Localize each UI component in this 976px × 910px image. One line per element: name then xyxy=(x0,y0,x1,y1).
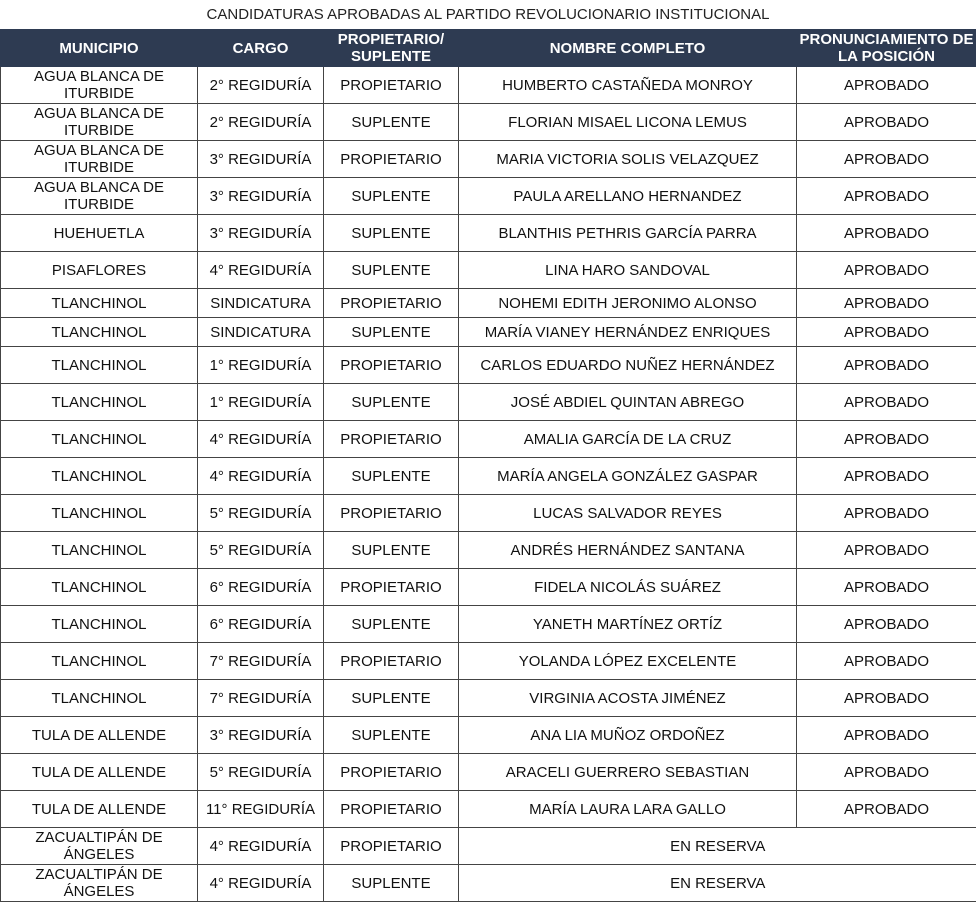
cell-tipo: PROPIETARIO xyxy=(324,289,459,318)
table-row xyxy=(1,495,976,532)
cell-cargo: 5° REGIDURÍA xyxy=(198,754,324,791)
cell-municipio: TLANCHINOL xyxy=(1,680,198,717)
cell-tipo: SUPLENTE xyxy=(324,717,459,754)
cell-nombre: YANETH MARTÍNEZ ORTÍZ xyxy=(459,606,797,643)
cell-tipo: PROPIETARIO xyxy=(324,347,459,384)
table-row xyxy=(1,643,976,680)
cell-tipo: PROPIETARIO xyxy=(324,828,459,865)
cell-municipio: AGUA BLANCA DE ITURBIDE xyxy=(1,141,198,178)
cell-tipo: SUPLENTE xyxy=(324,606,459,643)
cell-nombre: ANDRÉS HERNÁNDEZ SANTANA xyxy=(459,532,797,569)
table-body xyxy=(1,67,976,902)
cell-pronunciamiento: APROBADO xyxy=(797,252,976,289)
cell-nombre: MARÍA ANGELA GONZÁLEZ GASPAR xyxy=(459,458,797,495)
table-row xyxy=(1,717,976,754)
cell-pronunciamiento: APROBADO xyxy=(797,104,976,141)
cell-municipio: TLANCHINOL xyxy=(1,318,198,347)
cell-municipio: TLANCHINOL xyxy=(1,289,198,318)
cell-pronunciamiento: APROBADO xyxy=(797,680,976,717)
cell-municipio: TLANCHINOL xyxy=(1,495,198,532)
table-row xyxy=(1,421,976,458)
cell-nombre: ANA LIA MUÑOZ ORDOÑEZ xyxy=(459,717,797,754)
cell-pronunciamiento: APROBADO xyxy=(797,67,976,104)
table-row xyxy=(1,532,976,569)
cell-tipo: PROPIETARIO xyxy=(324,754,459,791)
cell-cargo: 4° REGIDURÍA xyxy=(198,828,324,865)
cell-tipo: SUPLENTE xyxy=(324,865,459,902)
cell-municipio: TLANCHINOL xyxy=(1,569,198,606)
cell-pronunciamiento: APROBADO xyxy=(797,458,976,495)
cell-municipio: AGUA BLANCA DE ITURBIDE xyxy=(1,104,198,141)
cell-tipo: PROPIETARIO xyxy=(324,421,459,458)
cell-cargo: 3° REGIDURÍA xyxy=(198,178,324,215)
cell-en-reserva: EN RESERVA xyxy=(459,828,976,865)
cell-tipo: SUPLENTE xyxy=(324,680,459,717)
cell-municipio: TLANCHINOL xyxy=(1,421,198,458)
table-row xyxy=(1,252,976,289)
cell-en-reserva: EN RESERVA xyxy=(459,865,976,902)
cell-cargo: SINDICATURA xyxy=(198,289,324,318)
cell-municipio: TULA DE ALLENDE xyxy=(1,754,198,791)
cell-pronunciamiento: APROBADO xyxy=(797,643,976,680)
document-title: CANDIDATURAS APROBADAS AL PARTIDO REVOLUCIONARIO INSTITUCIONAL xyxy=(206,6,770,23)
cell-pronunciamiento: APROBADO xyxy=(797,606,976,643)
cell-municipio: TULA DE ALLENDE xyxy=(1,791,198,828)
cell-municipio: TLANCHINOL xyxy=(1,643,198,680)
cell-pronunciamiento: APROBADO xyxy=(797,791,976,828)
cell-cargo: 11° REGIDURÍA xyxy=(198,791,324,828)
cell-nombre: MARÍA VIANEY HERNÁNDEZ ENRIQUES xyxy=(459,318,797,347)
cell-nombre: BLANTHIS PETHRIS GARCÍA PARRA xyxy=(459,215,797,252)
cell-pronunciamiento: APROBADO xyxy=(797,384,976,421)
header-nombre: NOMBRE COMPLETO xyxy=(459,30,797,67)
cell-cargo: 4° REGIDURÍA xyxy=(198,458,324,495)
cell-cargo: 1° REGIDURÍA xyxy=(198,347,324,384)
cell-nombre: YOLANDA LÓPEZ EXCELENTE xyxy=(459,643,797,680)
cell-municipio: TLANCHINOL xyxy=(1,606,198,643)
cell-cargo: 7° REGIDURÍA xyxy=(198,643,324,680)
cell-pronunciamiento: APROBADO xyxy=(797,347,976,384)
cell-tipo: SUPLENTE xyxy=(324,384,459,421)
cell-cargo: 3° REGIDURÍA xyxy=(198,215,324,252)
cell-cargo: 7° REGIDURÍA xyxy=(198,680,324,717)
cell-municipio: ZACUALTIPÁN DE ÁNGELES xyxy=(1,865,198,902)
table-row xyxy=(1,791,976,828)
cell-municipio: AGUA BLANCA DE ITURBIDE xyxy=(1,178,198,215)
cell-pronunciamiento: APROBADO xyxy=(797,421,976,458)
cell-pronunciamiento: APROBADO xyxy=(797,178,976,215)
cell-nombre: JOSÉ ABDIEL QUINTAN ABREGO xyxy=(459,384,797,421)
table-row xyxy=(1,569,976,606)
cell-nombre: FIDELA NICOLÁS SUÁREZ xyxy=(459,569,797,606)
cell-nombre: LUCAS SALVADOR REYES xyxy=(459,495,797,532)
table-row xyxy=(1,754,976,791)
table-row xyxy=(1,67,976,104)
cell-tipo: SUPLENTE xyxy=(324,104,459,141)
cell-pronunciamiento: APROBADO xyxy=(797,318,976,347)
cell-pronunciamiento: APROBADO xyxy=(797,141,976,178)
table-row xyxy=(1,178,976,215)
table-row xyxy=(1,680,976,717)
cell-tipo: SUPLENTE xyxy=(324,215,459,252)
cell-pronunciamiento: APROBADO xyxy=(797,532,976,569)
cell-cargo: 4° REGIDURÍA xyxy=(198,865,324,902)
cell-cargo: 4° REGIDURÍA xyxy=(198,421,324,458)
header-tipo: PROPIETARIO/ SUPLENTE xyxy=(324,30,459,67)
cell-tipo: SUPLENTE xyxy=(324,318,459,347)
cell-cargo: 1° REGIDURÍA xyxy=(198,384,324,421)
table-row xyxy=(1,384,976,421)
cell-tipo: PROPIETARIO xyxy=(324,569,459,606)
table-header xyxy=(1,30,976,67)
cell-municipio: HUEHUETLA xyxy=(1,215,198,252)
table-row xyxy=(1,318,976,347)
cell-tipo: PROPIETARIO xyxy=(324,141,459,178)
cell-pronunciamiento: APROBADO xyxy=(797,754,976,791)
cell-municipio: TLANCHINOL xyxy=(1,458,198,495)
table-row xyxy=(1,606,976,643)
table-row xyxy=(1,865,976,902)
cell-municipio: TLANCHINOL xyxy=(1,384,198,421)
cell-tipo: SUPLENTE xyxy=(324,532,459,569)
cell-pronunciamiento: APROBADO xyxy=(797,569,976,606)
table-row xyxy=(1,215,976,252)
cell-nombre: LINA HARO SANDOVAL xyxy=(459,252,797,289)
table-row xyxy=(1,141,976,178)
table-row xyxy=(1,458,976,495)
cell-cargo: 4° REGIDURÍA xyxy=(198,252,324,289)
cell-pronunciamiento: APROBADO xyxy=(797,289,976,318)
cell-cargo: 6° REGIDURÍA xyxy=(198,569,324,606)
cell-cargo: 2° REGIDURÍA xyxy=(198,67,324,104)
header-cargo: CARGO xyxy=(198,30,324,67)
cell-cargo: 2° REGIDURÍA xyxy=(198,104,324,141)
cell-cargo: SINDICATURA xyxy=(198,318,324,347)
cell-nombre: ARACELI GUERRERO SEBASTIAN xyxy=(459,754,797,791)
cell-municipio: PISAFLORES xyxy=(1,252,198,289)
cell-municipio: AGUA BLANCA DE ITURBIDE xyxy=(1,67,198,104)
cell-nombre: AMALIA GARCÍA DE LA CRUZ xyxy=(459,421,797,458)
cell-nombre: MARÍA LAURA LARA GALLO xyxy=(459,791,797,828)
cell-pronunciamiento: APROBADO xyxy=(797,215,976,252)
cell-cargo: 3° REGIDURÍA xyxy=(198,141,324,178)
cell-municipio: TLANCHINOL xyxy=(1,532,198,569)
cell-nombre: MARIA VICTORIA SOLIS VELAZQUEZ xyxy=(459,141,797,178)
table-row xyxy=(1,347,976,384)
cell-nombre: FLORIAN MISAEL LICONA LEMUS xyxy=(459,104,797,141)
cell-cargo: 5° REGIDURÍA xyxy=(198,532,324,569)
candidates-table xyxy=(0,29,976,902)
cell-nombre: CARLOS EDUARDO NUÑEZ HERNÁNDEZ xyxy=(459,347,797,384)
table-row xyxy=(1,828,976,865)
cell-tipo: PROPIETARIO xyxy=(324,791,459,828)
cell-tipo: SUPLENTE xyxy=(324,178,459,215)
cell-cargo: 6° REGIDURÍA xyxy=(198,606,324,643)
table-row xyxy=(1,104,976,141)
table-row xyxy=(1,289,976,318)
cell-nombre: PAULA ARELLANO HERNANDEZ xyxy=(459,178,797,215)
cell-municipio: ZACUALTIPÁN DE ÁNGELES xyxy=(1,828,198,865)
cell-municipio: TULA DE ALLENDE xyxy=(1,717,198,754)
cell-cargo: 5° REGIDURÍA xyxy=(198,495,324,532)
cell-nombre: VIRGINIA ACOSTA JIMÉNEZ xyxy=(459,680,797,717)
cell-nombre: NOHEMI EDITH JERONIMO ALONSO xyxy=(459,289,797,318)
header-pronunciamiento: PRONUNCIAMIENTO DE LA POSICIÓN xyxy=(797,30,976,67)
cell-tipo: PROPIETARIO xyxy=(324,495,459,532)
cell-tipo: PROPIETARIO xyxy=(324,643,459,680)
cell-nombre: HUMBERTO CASTAÑEDA MONROY xyxy=(459,67,797,104)
cell-pronunciamiento: APROBADO xyxy=(797,717,976,754)
cell-tipo: SUPLENTE xyxy=(324,252,459,289)
header-municipio: MUNICIPIO xyxy=(1,30,198,67)
cell-tipo: SUPLENTE xyxy=(324,458,459,495)
cell-cargo: 3° REGIDURÍA xyxy=(198,717,324,754)
cell-pronunciamiento: APROBADO xyxy=(797,495,976,532)
cell-municipio: TLANCHINOL xyxy=(1,347,198,384)
cell-tipo: PROPIETARIO xyxy=(324,67,459,104)
